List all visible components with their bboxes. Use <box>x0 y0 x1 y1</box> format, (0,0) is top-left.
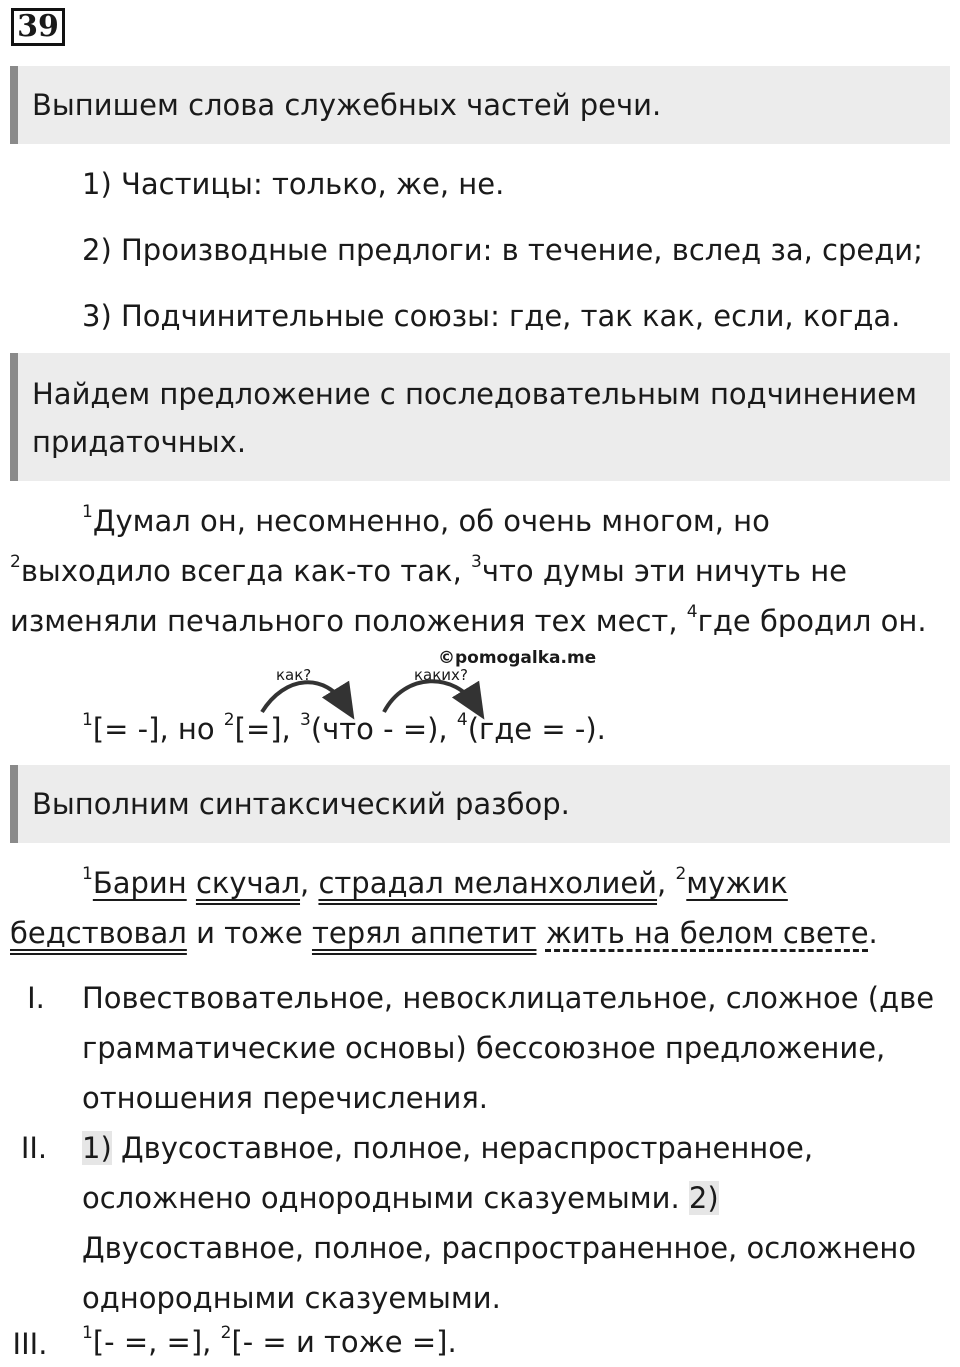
list-item-prepositions: 2) Производные предлоги: в течение, вслед за, среди; <box>82 233 923 267</box>
clause-number: 4 <box>686 602 698 623</box>
punctuation: , <box>300 866 319 900</box>
space <box>536 916 545 950</box>
sentence-text: Думал он, несомненно, об очень многом, но <box>92 504 770 538</box>
analysis-line: Двусоставное, полное, распространенное, осложнено <box>82 1231 917 1265</box>
roman-numeral: I. <box>27 981 45 1015</box>
predicate: терял аппетит <box>311 916 537 950</box>
clause-number: 2 <box>220 1323 232 1344</box>
scheme-text: (что - =), <box>310 712 457 746</box>
clause-number: 1 <box>82 864 93 885</box>
scheme-text: (где = -). <box>467 712 606 746</box>
section-header-syntax-analysis <box>10 765 950 843</box>
subject: Барин <box>92 866 187 900</box>
clause-number: 2 <box>675 864 687 885</box>
arrow-kakih <box>384 681 476 712</box>
analysis-item-2 <box>82 1123 952 1323</box>
task-number: 39 <box>11 8 65 46</box>
highlight-number: 2) <box>688 1181 719 1215</box>
roman-numeral: III. <box>12 1327 48 1361</box>
question-label-kak: как? <box>276 666 312 684</box>
sentence-text: где бродил он. <box>697 604 927 638</box>
scheme-text: [=], <box>234 712 300 746</box>
roman-numeral: II. <box>20 1131 48 1165</box>
analysis-line <box>82 1123 952 1173</box>
analysis-line: Повествовательное, невосклицательное, сложное (две <box>82 981 935 1015</box>
analysis-text: осложнено однородными сказуемыми. <box>82 1181 689 1215</box>
clause-number: 1 <box>82 710 93 731</box>
sentence-scheme <box>82 709 606 749</box>
punctuation: . <box>868 916 878 950</box>
list-item-conjunctions: 3) Подчинительные союзы: где, так как, если, когда. <box>82 299 901 333</box>
section-header-text: Найдем предложение с последовательным подчинением придаточных. <box>32 377 918 459</box>
analysis-line <box>82 1173 952 1223</box>
analysis-scheme <box>82 1322 457 1362</box>
arrow-kak <box>262 682 346 712</box>
scheme-text: [- = и тоже =]. <box>231 1325 457 1359</box>
sentence-text: что думы эти ничуть не <box>481 554 848 588</box>
highlight-number: 1) <box>82 1131 112 1165</box>
scheme-text: [- =, =], <box>92 1325 221 1359</box>
analysis-line: отношения перечисления. <box>82 1081 489 1115</box>
clause-number: 3 <box>471 552 482 573</box>
analysis-line: грамматические основы) бессоюзное предложение, <box>82 1031 886 1065</box>
punctuation: , <box>657 866 676 900</box>
scheme-text: [= -], но <box>92 712 224 746</box>
clause-number: 1 <box>82 502 93 523</box>
subject: мужик <box>686 866 788 900</box>
predicate: скучал <box>195 866 301 900</box>
sentence-text: и тоже <box>186 916 312 950</box>
predicate: страдал меланхолией <box>318 866 658 900</box>
question-label-kakih: каких? <box>414 666 468 684</box>
watermark: ©pomogalka.me <box>438 648 597 668</box>
analysis-line: однородными сказуемыми. <box>82 1281 501 1315</box>
sentence-text: изменяли печального положения тех мест, <box>10 604 687 638</box>
section-header-text: Выполним синтаксический разбор. <box>32 787 570 821</box>
sentence-text: выходило всегда как-то так, <box>20 554 472 588</box>
clause-number: 2 <box>10 552 21 573</box>
object: жить на белом свете <box>545 916 869 950</box>
sentence-line <box>82 863 788 903</box>
list-item-particles: 1) Частицы: только, же, не. <box>82 167 505 201</box>
analysis-item-1 <box>82 973 952 1123</box>
predicate: бедствовал <box>10 916 187 950</box>
clause-number: 2 <box>223 710 235 731</box>
clause-number: 1 <box>82 1323 93 1344</box>
sentence-line <box>10 913 878 953</box>
clause-number: 3 <box>300 710 311 731</box>
clause-number: 4 <box>456 710 468 731</box>
section-header-text: Выпишем слова служебных частей речи. <box>32 88 662 122</box>
analysis-text: Двусоставное, полное, нераспространенное, <box>111 1131 814 1165</box>
